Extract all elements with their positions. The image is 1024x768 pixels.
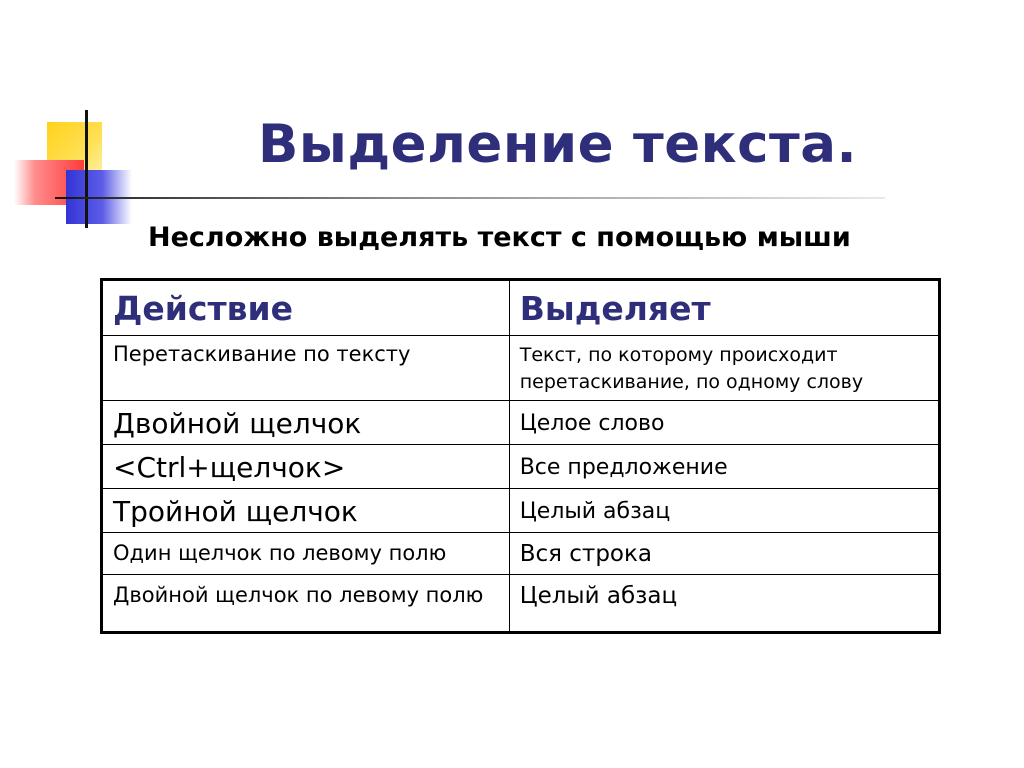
table-row: [102, 489, 940, 533]
cell-action: <Ctrl+щелчок>: [102, 445, 510, 489]
table-row: [102, 445, 940, 489]
header-selects: Выделяет: [509, 280, 939, 336]
cell-selects: Целый абзац: [509, 575, 939, 633]
cell-action: Перетаскивание по тексту: [102, 336, 510, 401]
cell-selects: Текст, по которому происходит перетаскивание, по одному слову: [509, 336, 939, 401]
cell-selects: Целое слово: [509, 401, 939, 445]
slide-subtitle: Несложно выделять текст с помощью мыши: [148, 222, 851, 253]
cell-action: Тройной щелчок: [102, 489, 510, 533]
decorative-vertical-line: [85, 110, 88, 228]
table-row: [102, 401, 940, 445]
cell-selects: Целый абзац: [509, 489, 939, 533]
cell-action: Один щелчок по левому полю: [102, 533, 510, 575]
selection-table: [100, 278, 941, 634]
cell-selects: Все предложение: [509, 445, 939, 489]
table-header-row: [102, 280, 940, 336]
slide-title: Выделение текста.: [258, 114, 858, 175]
header-action: Действие: [102, 280, 510, 336]
table-row: [102, 336, 940, 401]
table-row: [102, 575, 940, 633]
title-underline: [55, 197, 885, 199]
cell-action: Двойной щелчок: [102, 401, 510, 445]
cell-action: Двойной щелчок по левому полю: [102, 575, 510, 633]
table-row: [102, 533, 940, 575]
cell-selects: Вся строка: [509, 533, 939, 575]
